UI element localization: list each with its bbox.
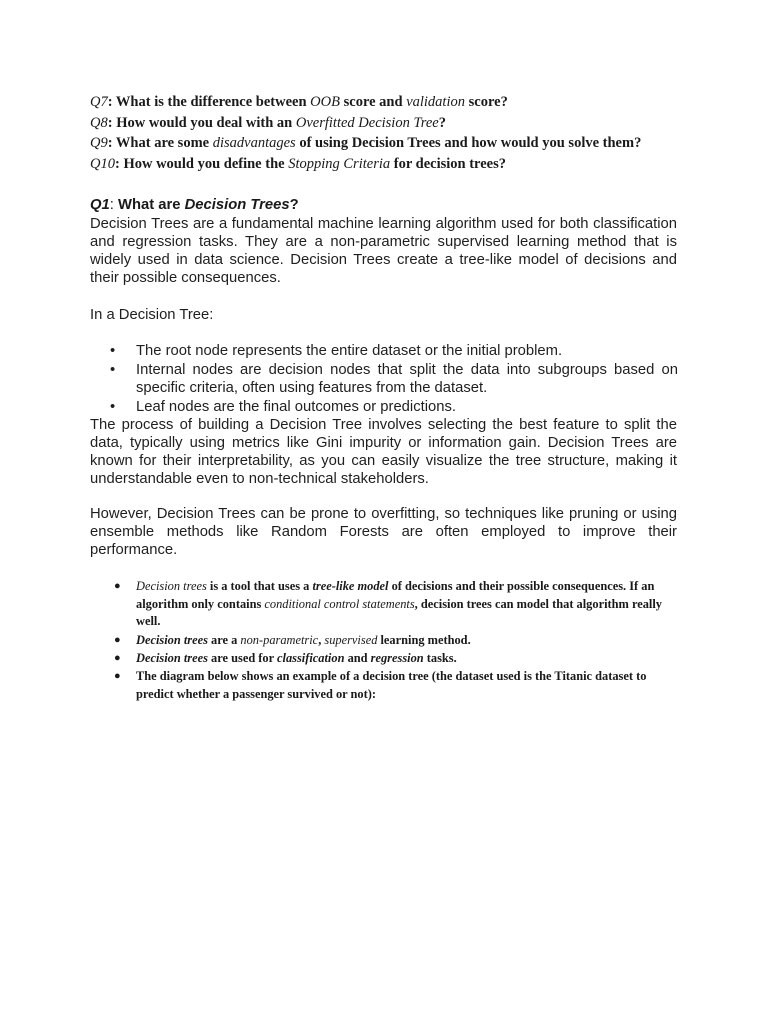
question-number: Q9: [90, 135, 108, 151]
list-item: • The root node represents the entire dataset or the initial problem.: [110, 343, 563, 359]
bullet-icon: ●: [114, 634, 121, 646]
question-q8: Q8: How would you deal with an Overfitted Decision Tree?: [90, 114, 446, 131]
bullet-icon: ●: [114, 670, 121, 682]
bullet-icon: ●: [114, 580, 121, 592]
question-number: Q10: [90, 155, 115, 172]
bullet-icon: •: [110, 343, 116, 359]
bullet-icon: ●: [114, 652, 121, 664]
list-item: ● Decision trees are used for classification and regression tasks.: [114, 650, 674, 668]
list-item: • Internal nodes are decision nodes that split the data into subgroups based on specific criteria, often using features from the dataset.: [110, 362, 678, 396]
question-q7: Q7: What is the difference between OOB score and validation score?: [90, 94, 508, 110]
question-q9: Q9: What are some disadvantages of using Decision Trees and how would you solve them?: [90, 135, 642, 151]
list-item: ● Decision trees is a tool that uses a tree-like model of decisions and their possible consequences. If an algorithm only contains conditional control statements, decision trees can model that algorithm really well.: [114, 579, 662, 628]
question-q10: Q10: How would you define the Stopping Criteria for decision trees?: [90, 155, 506, 172]
question-number: Q7: [90, 94, 108, 110]
paragraph-process: The process of building a Decision Tree involves selecting the best feature to split the data, typically using metrics like Gini impurity or information gain. Decision Trees are known for their interpretability, as you can easily visualize the tree structure, making it understandable even to non-technical stakeholders.: [90, 417, 677, 487]
list-item: ● The diagram below shows an example of a decision tree (the dataset used is the Titanic dataset to predict whether a passenger survived or not):: [114, 669, 647, 701]
bullet-icon: •: [110, 399, 116, 415]
section-heading-q1: Q1: What are Decision Trees?: [90, 197, 299, 213]
paragraph-however: However, Decision Trees can be prone to overfitting, so techniques like pruning or using ensemble methods like Random Forests are often employed to improve their performance.: [90, 506, 677, 558]
paragraph-intro: Decision Trees are a fundamental machine learning algorithm used for both classification and regression tasks. They are a non-parametric supervised learning method that is widely used in data science. Decision Trees create a tree-like model of decisions and their possible consequences.: [90, 216, 677, 286]
list-item: • Leaf nodes are the final outcomes or predictions.: [110, 399, 456, 415]
question-number: Q8: [90, 114, 108, 131]
bullet-icon: •: [110, 362, 116, 378]
list-item: ● Decision trees are a non-parametric, supervised learning method.: [114, 632, 674, 650]
paragraph-in-tree: In a Decision Tree:: [90, 307, 214, 323]
question-list: [90, 92, 710, 174]
